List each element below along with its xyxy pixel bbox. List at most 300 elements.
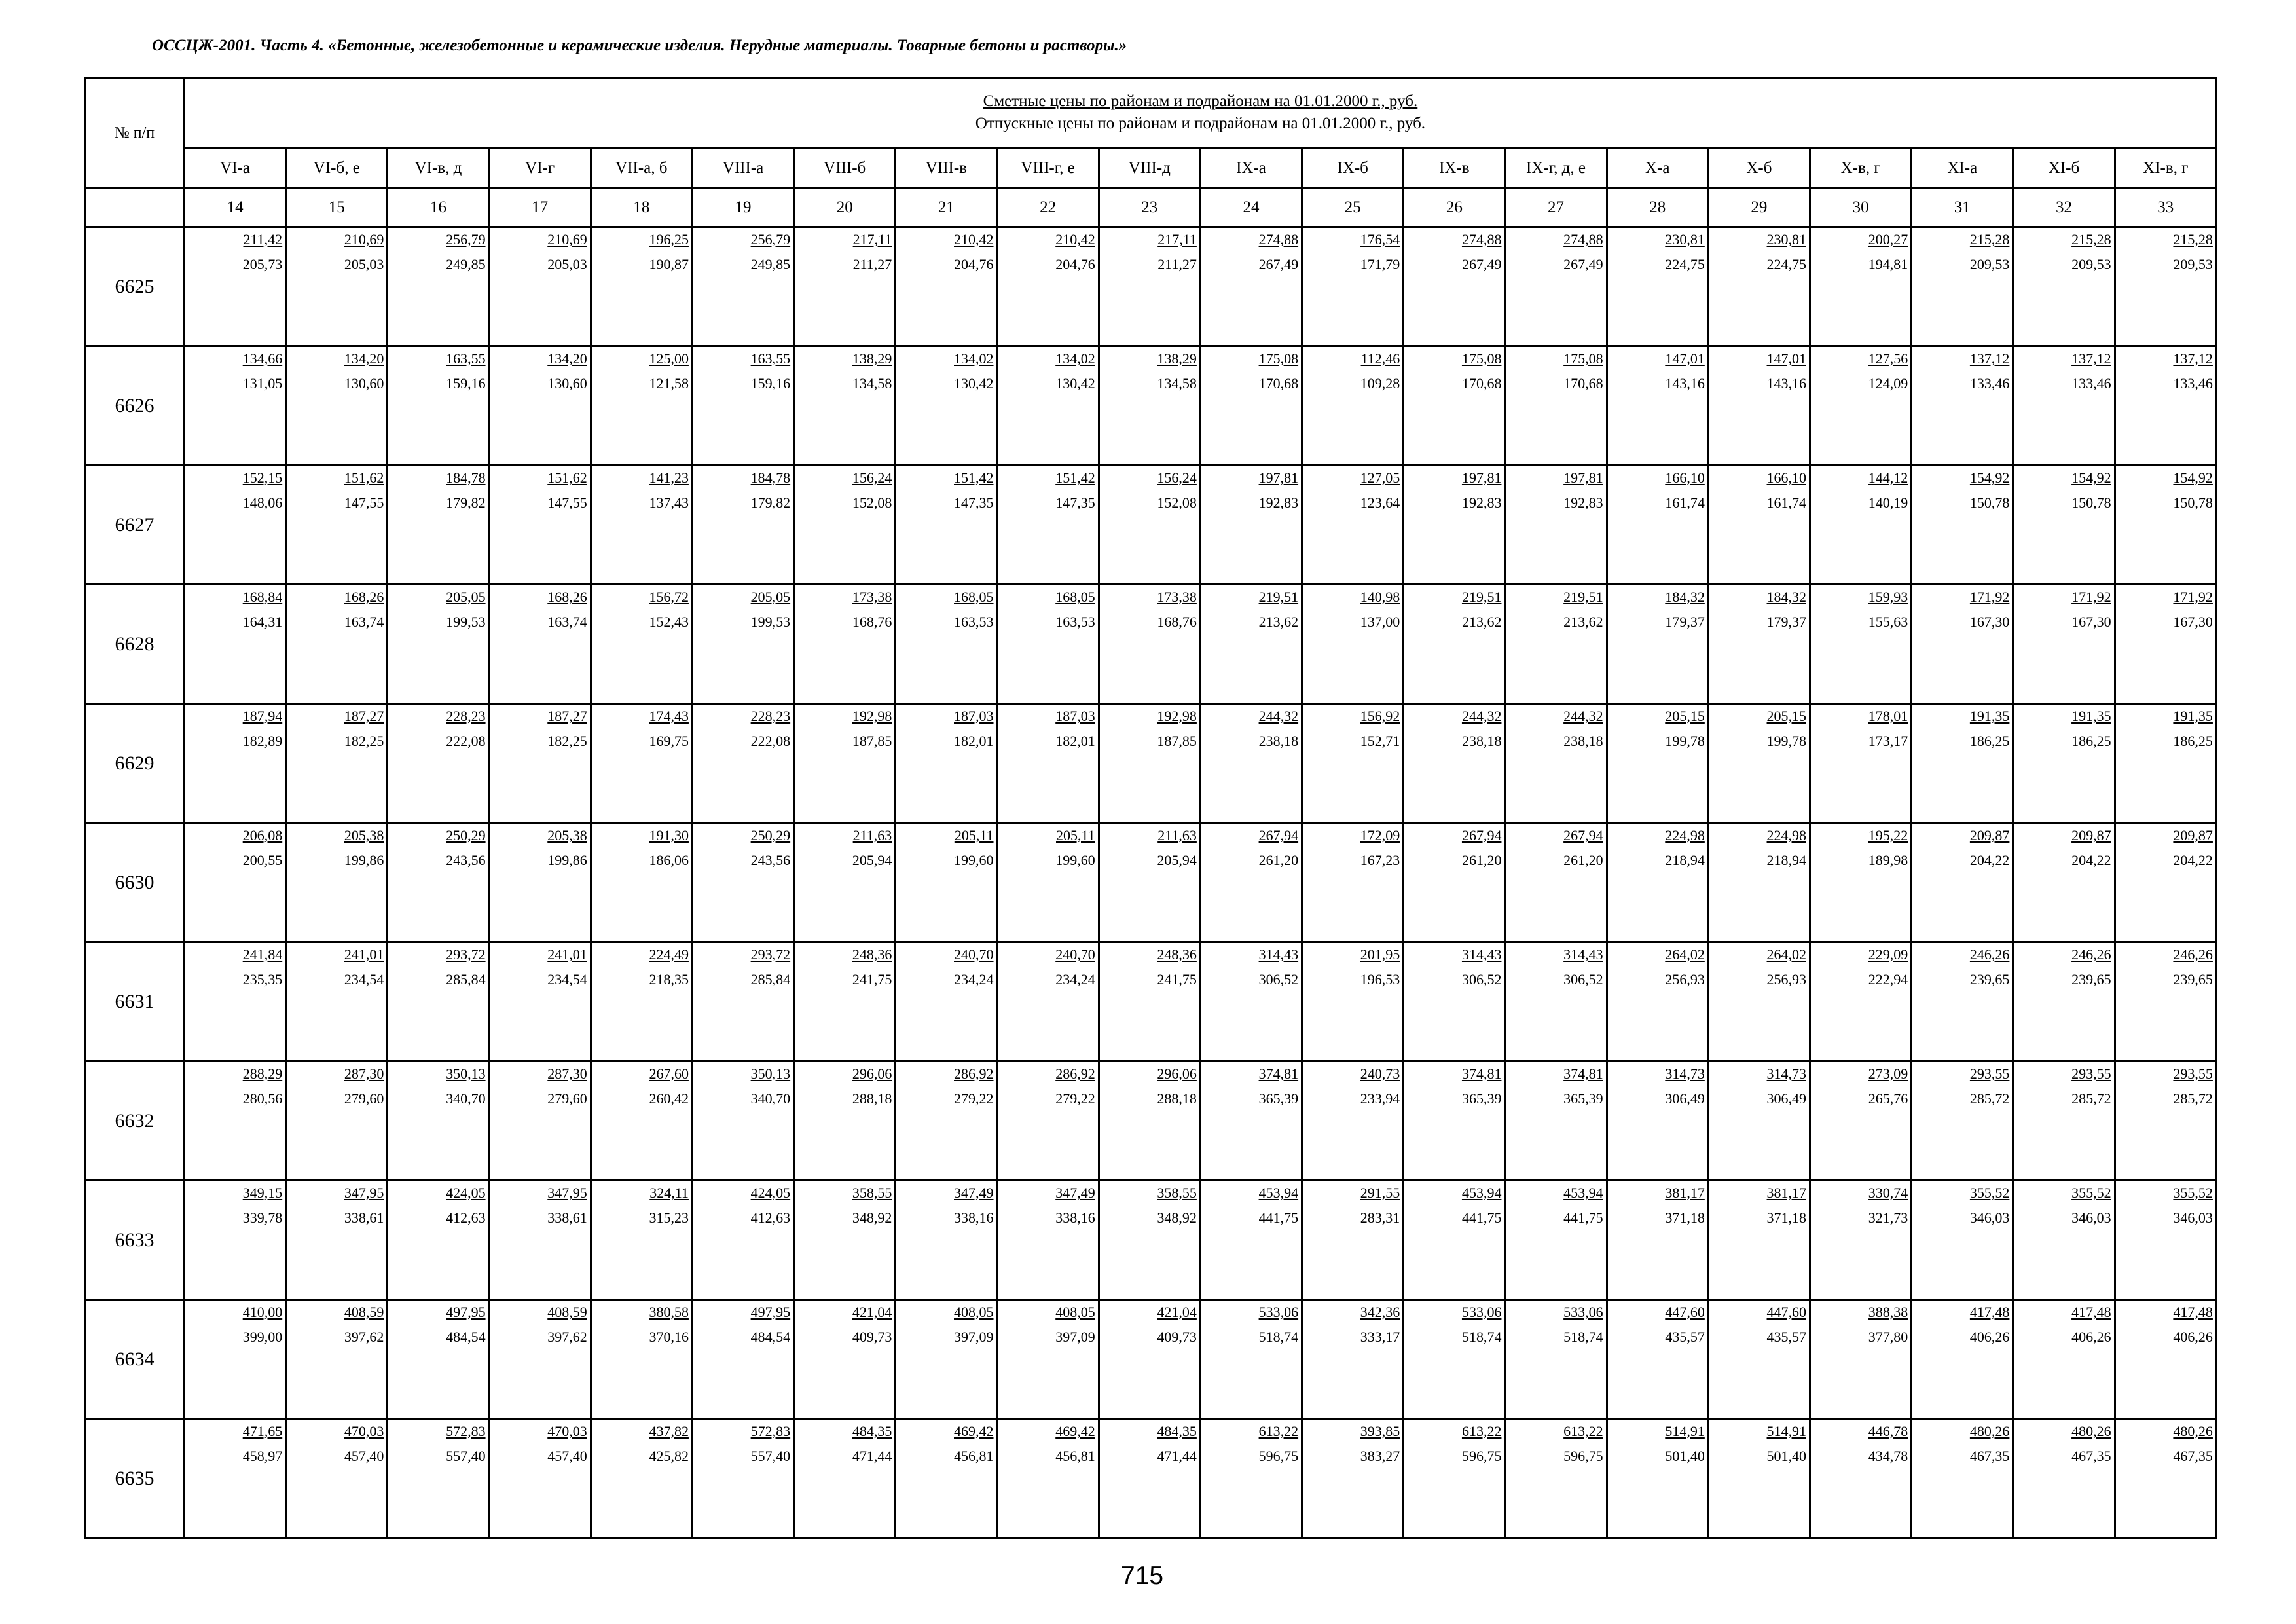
price-cell	[1302, 1181, 1404, 1300]
release-price: 147,35	[954, 494, 994, 511]
price-cell	[1708, 1061, 1810, 1181]
release-price: 458,97	[242, 1448, 283, 1464]
estimate-price: 380,58	[649, 1304, 689, 1320]
price-cell	[2013, 1419, 2115, 1538]
estimate-price: 205,05	[446, 589, 486, 605]
release-price: 457,40	[344, 1448, 384, 1464]
estimate-price: 355,52	[1969, 1185, 2010, 1201]
release-price: 467,35	[1969, 1448, 2010, 1464]
release-price: 182,01	[954, 733, 994, 749]
estimate-price: 215,28	[1969, 231, 2010, 248]
estimate-price: 293,72	[446, 946, 486, 963]
price-cell	[794, 1419, 896, 1538]
region-header: VI-а	[185, 148, 286, 189]
price-cell	[286, 346, 388, 466]
table-row	[85, 1181, 2217, 1300]
price-cell	[1912, 823, 2013, 942]
estimate-price: 205,15	[1665, 708, 1705, 724]
price-cell	[1708, 1181, 1810, 1300]
estimate-price: 533,06	[1563, 1304, 1603, 1320]
price-cell	[1505, 346, 1607, 466]
release-price: 260,42	[649, 1090, 689, 1107]
release-price: 213,62	[1563, 614, 1603, 630]
estimate-price: 215,28	[2173, 231, 2213, 248]
release-price: 143,16	[1766, 375, 1806, 392]
price-cell	[2115, 585, 2216, 704]
estimate-price: 293,55	[2071, 1065, 2111, 1082]
row-number: 6630	[85, 823, 185, 942]
table-row	[85, 346, 2217, 466]
column-number: 22	[997, 189, 1099, 227]
price-cell	[1708, 823, 1810, 942]
price-cell	[1505, 227, 1607, 346]
estimate-price: 219,51	[1563, 589, 1603, 605]
price-cell	[591, 346, 692, 466]
price-cell	[489, 704, 591, 823]
release-price: 239,65	[1969, 971, 2010, 987]
release-price: 204,22	[1969, 852, 2010, 868]
release-price: 233,94	[1360, 1090, 1400, 1107]
estimate-price: 209,87	[1969, 827, 2010, 843]
price-cell	[1607, 1419, 1708, 1538]
price-cell	[1200, 346, 1302, 466]
release-price: 338,16	[954, 1209, 994, 1226]
release-price: 213,62	[1258, 614, 1299, 630]
estimate-price: 453,94	[1258, 1185, 1299, 1201]
estimate-price: 417,48	[2071, 1304, 2111, 1320]
release-price: 167,30	[1969, 614, 2010, 630]
price-cell	[1200, 1419, 1302, 1538]
price-cell	[185, 1419, 286, 1538]
release-price: 306,52	[1461, 971, 1502, 987]
price-cell	[185, 1061, 286, 1181]
release-price: 179,37	[1665, 614, 1705, 630]
price-cell	[2115, 823, 2216, 942]
release-price: 167,30	[2071, 614, 2111, 630]
estimate-price: 224,98	[1766, 827, 1806, 843]
estimate-price: 350,13	[446, 1065, 486, 1082]
price-cell	[2013, 1061, 2115, 1181]
estimate-price: 244,32	[1258, 708, 1299, 724]
price-cell	[2115, 346, 2216, 466]
estimate-price: 191,35	[1969, 708, 2010, 724]
release-price: 161,74	[1665, 494, 1705, 511]
estimate-price: 127,05	[1360, 470, 1400, 486]
price-cell	[388, 466, 489, 585]
release-price: 241,75	[852, 971, 892, 987]
release-price: 170,68	[1461, 375, 1502, 392]
column-number: 33	[2115, 189, 2216, 227]
release-price: 371,18	[1665, 1209, 1705, 1226]
release-price: 152,71	[1360, 733, 1400, 749]
price-cell	[1302, 823, 1404, 942]
release-price: 161,74	[1766, 494, 1806, 511]
estimate-price: 219,51	[1461, 589, 1502, 605]
region-header: X-б	[1708, 148, 1810, 189]
release-price: 340,70	[750, 1090, 791, 1107]
release-price: 238,18	[1563, 733, 1603, 749]
estimate-price: 374,81	[1258, 1065, 1299, 1082]
estimate-price: 381,17	[1766, 1185, 1806, 1201]
price-cell	[1302, 585, 1404, 704]
release-price: 204,76	[954, 256, 994, 272]
estimate-price: 408,05	[1055, 1304, 1095, 1320]
estimate-price: 134,02	[954, 350, 994, 367]
estimate-price: 175,08	[1258, 350, 1299, 367]
price-cell	[2013, 1300, 2115, 1419]
release-price: 518,74	[1461, 1329, 1502, 1345]
release-price: 187,85	[1157, 733, 1197, 749]
release-price: 133,46	[1969, 375, 2010, 392]
release-price: 435,57	[1665, 1329, 1705, 1345]
estimate-price: 201,95	[1360, 946, 1400, 963]
estimate-price: 224,49	[649, 946, 689, 963]
price-cell	[2013, 704, 2115, 823]
price-cell	[591, 227, 692, 346]
price-cell	[1200, 227, 1302, 346]
estimate-price: 480,26	[2173, 1423, 2213, 1439]
price-cell	[1505, 942, 1607, 1061]
running-title: ОССЦЖ-2001. Часть 4. «Бетонные, железобетонные и керамические изделия. Нерудные материалы. Товарные бетоны и растворы.»	[152, 37, 1127, 54]
price-cell	[1200, 942, 1302, 1061]
price-cell	[1607, 1181, 1708, 1300]
price-cell	[794, 466, 896, 585]
estimate-price: 347,95	[344, 1185, 384, 1201]
release-price: 159,16	[446, 375, 486, 392]
row-number: 6631	[85, 942, 185, 1061]
estimate-price: 168,26	[547, 589, 587, 605]
price-cell	[1404, 466, 1505, 585]
estimate-price: 219,51	[1258, 589, 1299, 605]
release-price: 130,60	[344, 375, 384, 392]
estimate-price: 156,92	[1360, 708, 1400, 724]
region-header: VI-г	[489, 148, 591, 189]
estimate-price: 424,05	[750, 1185, 791, 1201]
estimate-price: 112,46	[1360, 350, 1400, 367]
release-price: 199,78	[1665, 733, 1705, 749]
estimate-price: 191,30	[649, 827, 689, 843]
price-cell	[2013, 942, 2115, 1061]
price-cell	[1505, 1419, 1607, 1538]
price-cell	[388, 942, 489, 1061]
estimate-price: 154,92	[2071, 470, 2111, 486]
release-price: 333,17	[1360, 1329, 1400, 1345]
release-price: 234,54	[344, 971, 384, 987]
release-price: 133,46	[2173, 375, 2213, 392]
release-price: 467,35	[2071, 1448, 2111, 1464]
release-price: 192,83	[1461, 494, 1502, 511]
release-price: 234,54	[547, 971, 587, 987]
estimate-price: 314,73	[1766, 1065, 1806, 1082]
estimate-price: 192,98	[1157, 708, 1197, 724]
release-price: 365,39	[1461, 1090, 1502, 1107]
row-number: 6635	[85, 1419, 185, 1538]
row-number: 6629	[85, 704, 185, 823]
estimate-price: 163,55	[750, 350, 791, 367]
table-row	[85, 466, 2217, 585]
price-cell	[489, 1300, 591, 1419]
estimate-price: 241,01	[547, 946, 587, 963]
price-cell	[591, 1419, 692, 1538]
price-cell	[997, 346, 1099, 466]
price-cell	[2115, 227, 2216, 346]
region-header: VIII-д	[1099, 148, 1200, 189]
release-price: 222,08	[446, 733, 486, 749]
price-cell	[388, 227, 489, 346]
column-number: 31	[1912, 189, 2013, 227]
price-cell	[2013, 227, 2115, 346]
estimate-price: 184,32	[1665, 589, 1705, 605]
estimate-price-title: Сметные цены по районам и подрайонам на 01.01.2000 г., руб.	[983, 92, 1418, 110]
release-price: 267,49	[1461, 256, 1502, 272]
release-price: 365,39	[1563, 1090, 1603, 1107]
price-cell	[591, 1181, 692, 1300]
estimate-price: 408,59	[547, 1304, 587, 1320]
estimate-price: 447,60	[1766, 1304, 1806, 1320]
release-price: 338,61	[547, 1209, 587, 1226]
price-cell	[286, 227, 388, 346]
estimate-price: 191,35	[2173, 708, 2213, 724]
release-price: 279,22	[954, 1090, 994, 1107]
release-price: 224,75	[1665, 256, 1705, 272]
release-price: 163,53	[1055, 614, 1095, 630]
estimate-price: 393,85	[1360, 1423, 1400, 1439]
estimate-price: 184,32	[1766, 589, 1806, 605]
price-cell	[997, 227, 1099, 346]
estimate-price: 137,12	[2071, 350, 2111, 367]
estimate-price: 447,60	[1665, 1304, 1705, 1320]
price-cell	[997, 466, 1099, 585]
estimate-price: 174,43	[649, 708, 689, 724]
price-cell	[591, 704, 692, 823]
column-number: 25	[1302, 189, 1404, 227]
release-price: 137,43	[649, 494, 689, 511]
price-cell	[1607, 1061, 1708, 1181]
release-price: 169,75	[649, 733, 689, 749]
price-cell	[1810, 1061, 1912, 1181]
release-price: 238,18	[1461, 733, 1502, 749]
estimate-price: 358,55	[1157, 1185, 1197, 1201]
estimate-price: 388,38	[1868, 1304, 1908, 1320]
release-price: 484,54	[446, 1329, 486, 1345]
release-price: 456,81	[1055, 1448, 1095, 1464]
price-cell	[692, 466, 793, 585]
release-price: 279,60	[344, 1090, 384, 1107]
estimate-price: 168,26	[344, 589, 384, 605]
estimate-price: 159,93	[1868, 589, 1908, 605]
release-price: 121,58	[649, 375, 689, 392]
price-cell	[388, 704, 489, 823]
estimate-price: 293,55	[2173, 1065, 2213, 1082]
price-cell	[1099, 823, 1200, 942]
estimate-price: 248,36	[1157, 946, 1197, 963]
price-cell	[1404, 1419, 1505, 1538]
release-price: 285,72	[1969, 1090, 2010, 1107]
price-cell	[489, 585, 591, 704]
release-price: 134,58	[852, 375, 892, 392]
estimate-price: 197,81	[1563, 470, 1603, 486]
release-price: 168,76	[852, 614, 892, 630]
release-price: 518,74	[1563, 1329, 1603, 1345]
price-cell	[185, 704, 286, 823]
release-price: 457,40	[547, 1448, 587, 1464]
release-price: 222,94	[1868, 971, 1908, 987]
release-price: 134,58	[1157, 375, 1197, 392]
release-price: 321,73	[1868, 1209, 1908, 1226]
release-price: 209,53	[1969, 256, 2010, 272]
estimate-price: 228,23	[750, 708, 791, 724]
release-price: 209,53	[2173, 256, 2213, 272]
price-cell	[489, 466, 591, 585]
release-price: 285,84	[750, 971, 791, 987]
price-cell	[794, 1181, 896, 1300]
estimate-price: 154,92	[1969, 470, 2010, 486]
release-price: 471,44	[1157, 1448, 1197, 1464]
release-price: 234,24	[1055, 971, 1095, 987]
price-cell	[1708, 942, 1810, 1061]
estimate-price: 187,94	[242, 708, 283, 724]
estimate-price: 230,81	[1766, 231, 1806, 248]
release-price: 441,75	[1461, 1209, 1502, 1226]
price-cell	[185, 466, 286, 585]
release-price: 182,25	[547, 733, 587, 749]
price-cell	[489, 823, 591, 942]
price-cell	[286, 585, 388, 704]
release-price: 199,60	[954, 852, 994, 868]
release-price: 406,26	[2071, 1329, 2111, 1345]
price-cell	[1708, 1300, 1810, 1419]
row-number: 6633	[85, 1181, 185, 1300]
table-row	[85, 1061, 2217, 1181]
release-price: 288,18	[1157, 1090, 1197, 1107]
price-cell	[1505, 466, 1607, 585]
price-cell	[1708, 466, 1810, 585]
price-cell	[1099, 1181, 1200, 1300]
price-cell	[1505, 1061, 1607, 1181]
release-price: 205,03	[547, 256, 587, 272]
estimate-price: 267,94	[1461, 827, 1502, 843]
price-cell	[896, 466, 997, 585]
price-cell	[1607, 942, 1708, 1061]
price-cell	[185, 823, 286, 942]
release-price: 285,72	[2173, 1090, 2213, 1107]
price-cell	[1302, 1300, 1404, 1419]
estimate-price: 205,11	[1056, 827, 1095, 843]
estimate-price: 246,26	[2071, 946, 2111, 963]
price-cell	[591, 1300, 692, 1419]
table-row	[85, 823, 2217, 942]
column-number: 21	[896, 189, 997, 227]
price-cell	[794, 346, 896, 466]
estimate-price: 267,94	[1258, 827, 1299, 843]
estimate-price: 484,35	[1157, 1423, 1197, 1439]
estimate-price: 147,01	[1766, 350, 1806, 367]
release-price: 170,68	[1258, 375, 1299, 392]
release-price: 397,62	[344, 1329, 384, 1345]
price-cell	[794, 1061, 896, 1181]
release-price: 596,75	[1258, 1448, 1299, 1464]
price-cell	[1912, 466, 2013, 585]
price-cell	[1607, 585, 1708, 704]
release-price: 163,74	[547, 614, 587, 630]
estimate-price: 314,43	[1563, 946, 1603, 963]
release-price: 241,75	[1157, 971, 1197, 987]
estimate-price: 217,11	[852, 231, 892, 248]
release-price: 182,89	[242, 733, 283, 749]
release-price: 133,46	[2071, 375, 2111, 392]
estimate-price: 240,73	[1360, 1065, 1400, 1082]
estimate-price: 453,94	[1461, 1185, 1502, 1201]
price-cell	[489, 1419, 591, 1538]
estimate-price: 230,81	[1665, 231, 1705, 248]
estimate-price: 417,48	[2173, 1304, 2213, 1320]
estimate-price: 229,09	[1868, 946, 1908, 963]
estimate-price: 264,02	[1766, 946, 1806, 963]
release-price: 179,82	[446, 494, 486, 511]
price-cell	[896, 346, 997, 466]
price-cell	[489, 1061, 591, 1181]
release-price: 235,35	[242, 971, 283, 987]
price-cell	[1200, 466, 1302, 585]
price-cell	[1912, 704, 2013, 823]
release-price: 199,60	[1055, 852, 1095, 868]
price-cell	[1810, 227, 1912, 346]
estimate-price: 217,11	[1157, 231, 1197, 248]
release-price: 412,63	[750, 1209, 791, 1226]
estimate-price: 240,70	[954, 946, 994, 963]
release-price: 261,20	[1563, 852, 1603, 868]
estimate-price: 250,29	[446, 827, 486, 843]
price-cell	[997, 1181, 1099, 1300]
release-price: 441,75	[1258, 1209, 1299, 1226]
price-cell	[997, 942, 1099, 1061]
estimate-price: 176,54	[1360, 231, 1400, 248]
price-cell	[1912, 1061, 2013, 1181]
estimate-price: 175,08	[1563, 350, 1603, 367]
row-number: 6626	[85, 346, 185, 466]
estimate-price: 191,35	[2071, 708, 2111, 724]
price-cell	[692, 1181, 793, 1300]
region-header: IX-в	[1404, 148, 1505, 189]
estimate-price: 205,15	[1766, 708, 1806, 724]
release-price: 346,03	[2173, 1209, 2213, 1226]
estimate-price: 421,04	[1157, 1304, 1197, 1320]
release-price: 148,06	[242, 494, 283, 511]
release-price: 249,85	[750, 256, 791, 272]
release-price: 256,93	[1766, 971, 1806, 987]
column-number: 27	[1505, 189, 1607, 227]
price-cell	[1404, 1300, 1505, 1419]
price-cell	[997, 704, 1099, 823]
release-price: 412,63	[446, 1209, 486, 1226]
release-price: 306,52	[1258, 971, 1299, 987]
estimate-price: 273,09	[1868, 1065, 1908, 1082]
price-cell	[2013, 823, 2115, 942]
release-price: 441,75	[1563, 1209, 1603, 1226]
price-cell	[2013, 1181, 2115, 1300]
release-price: 179,37	[1766, 614, 1806, 630]
price-cell	[1708, 704, 1810, 823]
release-price: 179,82	[750, 494, 791, 511]
price-cell	[1302, 1061, 1404, 1181]
estimate-price: 168,84	[242, 589, 283, 605]
price-cell	[997, 1419, 1099, 1538]
price-cell	[388, 1181, 489, 1300]
estimate-price: 166,10	[1766, 470, 1806, 486]
estimate-price: 613,22	[1461, 1423, 1502, 1439]
estimate-price: 358,55	[852, 1185, 892, 1201]
release-price: 199,86	[344, 852, 384, 868]
